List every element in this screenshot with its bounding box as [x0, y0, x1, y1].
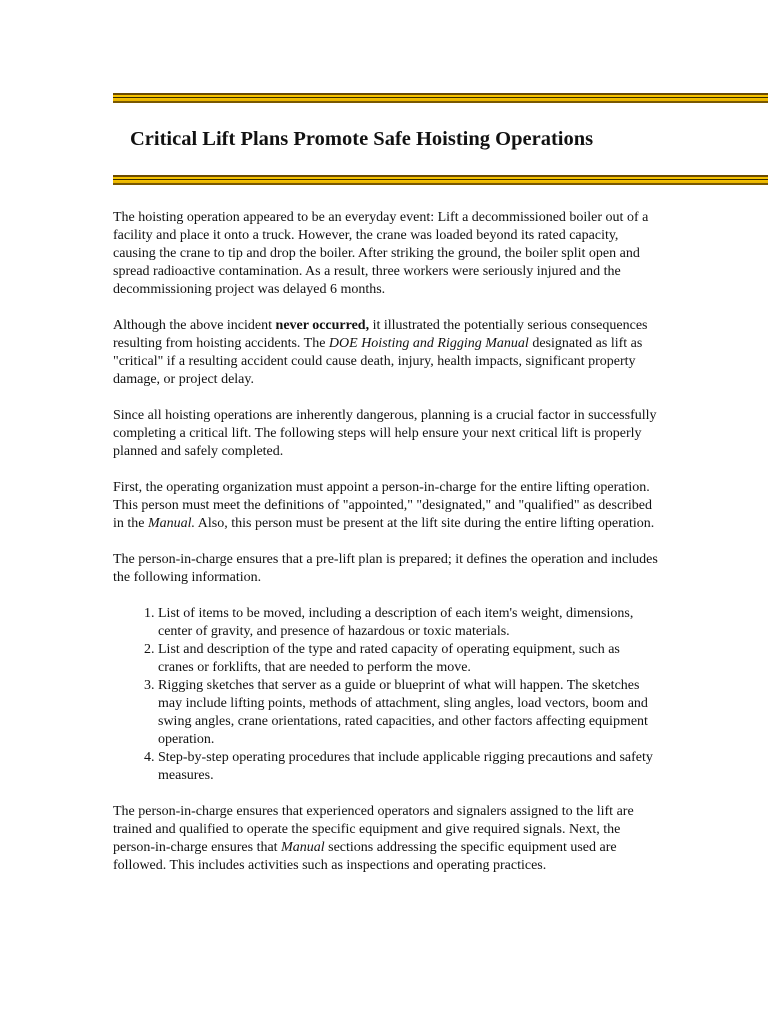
- text: sections addressing the specific equipment used are followed. This includes activities such as inspections and operating practices.: [113, 840, 617, 873]
- intro-paragraphs: [113, 209, 658, 587]
- text: First, the operating organization must appoint a person-in-charge for the entire lifting operation. This person must meet the definitions of "appointed," "designated," and "qualified" as described in the: [113, 480, 652, 531]
- text: it illustrated the potentially serious consequences resulting from hoisting accidents. The: [113, 318, 648, 351]
- italic-text: Manual.: [148, 516, 196, 531]
- closing-paragraphs: [113, 803, 658, 875]
- paragraph: [113, 551, 658, 587]
- paragraph: [113, 317, 658, 389]
- pre-lift-plan-list: [113, 605, 658, 785]
- page-title: Critical Lift Plans Promote Safe Hoisting Operations: [130, 128, 594, 150]
- decorative-rule-top: [113, 93, 768, 103]
- text: Also, this person must be present at the lift site during the entire lifting operation.: [195, 516, 655, 531]
- italic-text: DOE Hoisting and Rigging Manual: [328, 336, 529, 351]
- text: Since all hoisting operations are inherently dangerous, planning is a crucial factor in successfully completing a critical lift. The following steps will help ensure your next critical lift is properly planned and safely completed.: [113, 408, 657, 459]
- list-item: 1. List of items to be moved, including a description of each item's weight, dimensions, center of gravity, and presence of hazardous or toxic materials.: [158, 605, 658, 641]
- italic-text: Manual: [281, 840, 325, 855]
- decorative-rule-bottom: [113, 175, 768, 185]
- paragraph: [113, 479, 658, 533]
- list-item: 3. Rigging sketches that server as a guide or blueprint of what will happen. The sketches may include lifting points, methods of attachment, sling angles, load vectors, boom and swing angles, crane orientations, rated capacities, and other factors affecting equipment operation.: [158, 677, 658, 749]
- text: designated as lift as "critical" if a resulting accident could cause death, injury, health impacts, significant property damage, or project delay.: [113, 336, 643, 387]
- paragraph: [113, 209, 658, 299]
- text: The person-in-charge ensures that a pre-lift plan is prepared; it defines the operation and includes the following information.: [113, 552, 658, 585]
- bold-text: never occurred,: [275, 318, 370, 333]
- text: The hoisting operation appeared to be an everyday event: Lift a decommissioned boiler out of a facility and place it onto a truck. However, the crane was loaded beyond its rated capacity, causing the crane to tip and drop the boiler. After striking the ground, the boiler split open and spread radioactive contamination. As a result, three workers were seriously injured and the decommissioning project was delayed 6 months.: [113, 210, 649, 297]
- paragraph: [113, 407, 658, 461]
- text: The person-in-charge ensures that experienced operators and signalers assigned to the lift are trained and qualified to operate the specific equipment and give required signals. Next, the person-in-charge ensures that: [113, 804, 634, 855]
- paragraph: [113, 803, 658, 875]
- article-body: [113, 209, 658, 893]
- list-item: 2. List and description of the type and rated capacity of operating equipment, such as cranes or forklifts, that are needed to perform the move.: [158, 641, 658, 677]
- list-item: 4. Step-by-step operating procedures that include applicable rigging precautions and safety measures.: [158, 749, 658, 785]
- text: Although the above incident: [113, 318, 276, 333]
